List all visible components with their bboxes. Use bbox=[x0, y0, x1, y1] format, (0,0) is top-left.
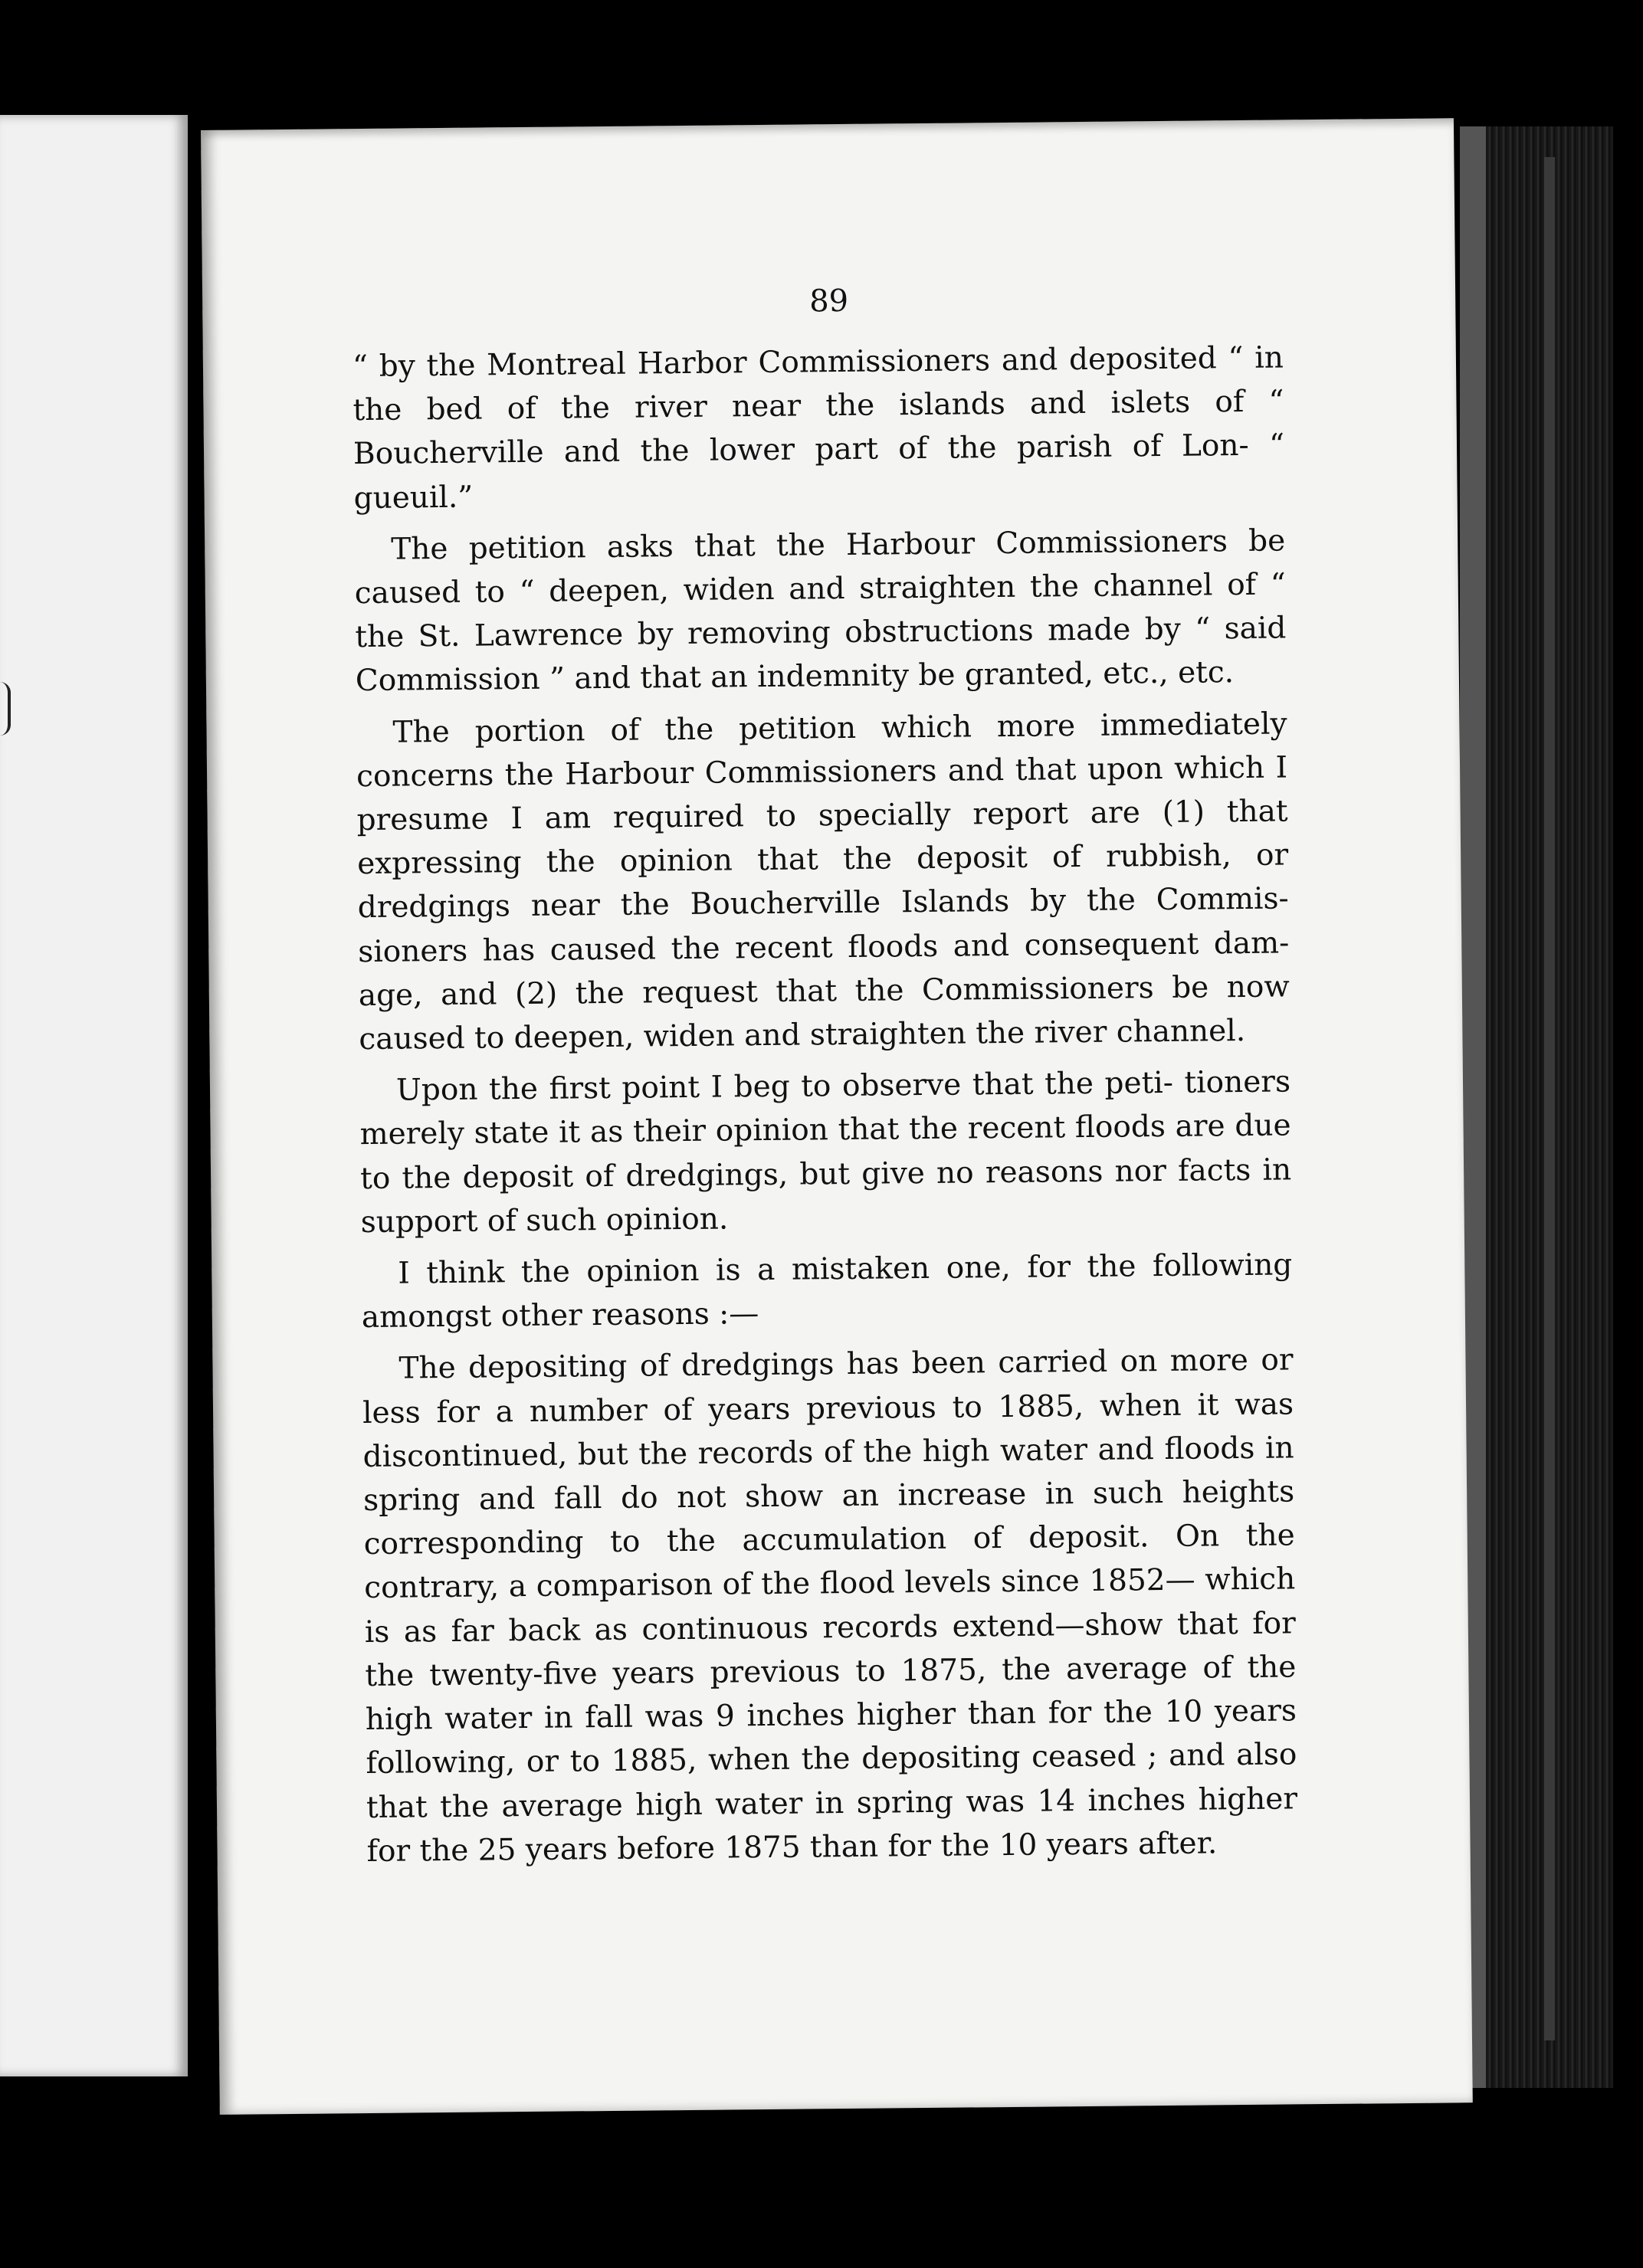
book-page bbox=[201, 118, 1473, 2115]
quote-continuation-paragraph: “ by the Montreal Harbor Commissioners and deposited “ in the bed of the river near the islands and islets of “ Boucherville and the lower part of the parish of Lon- “ gueuil.” bbox=[352, 340, 1285, 516]
dredgings-history-paragraph: The depositing of dredgings has been carried on more or less for a number of years previous to 1885, when it was discontinued, but the records of the high water and floods in spring and fall do not show an increase in such heights corresponding to the accumulation of deposit. On the contrary, a comparison of the flood levels since 1852— which is as far back as continuous records extend—show that for the twenty-five years previous to 1875, the average of the high water in fall was 9 inches higher than for the 10 years following, or to 1885, when the depositing ceased ; and also that the average high water in spring was 14 inches higher for the 25 years before 1875 than for the 10 years after. bbox=[362, 1342, 1298, 1869]
mistaken-opinion-paragraph: I think the opinion is a mistaken one, for the following amongst other reasons :— bbox=[361, 1247, 1293, 1336]
first-point-paragraph: Upon the first point I beg to observe that the peti- tioners merely state it as their opinion that the recent floods are due to the deposit of dredgings, but give no reasons nor facts in support of such opinion. bbox=[359, 1064, 1292, 1240]
book-fore-edge bbox=[1460, 126, 1613, 2088]
facing-page-mark bbox=[0, 682, 11, 736]
petition-request-paragraph: The petition asks that the Harbour Commissioners be caused to “ deepen, widen and straighten the channel of “ the St. Lawrence by removing obstructions made by “ said Commission ” and that an indemnity be granted, etc., etc. bbox=[354, 523, 1287, 699]
page-number: 89 bbox=[809, 283, 849, 320]
facing-page-edge bbox=[0, 115, 188, 2076]
petition-portion-paragraph: The portion of the petition which more immediately concerns the Harbour Commissioners and that upon which I presume I am required to specially report are (1) that expressing the opinion that the deposit of rubbish, or dredgings near the Boucherville Islands by the Commis- sioners has caused the recent floods and consequent dam- age, and (2) the request that the Commissioners be now caused to deepen, widen and straighten the river channel. bbox=[356, 706, 1290, 1057]
page-body-text bbox=[353, 336, 1298, 1880]
